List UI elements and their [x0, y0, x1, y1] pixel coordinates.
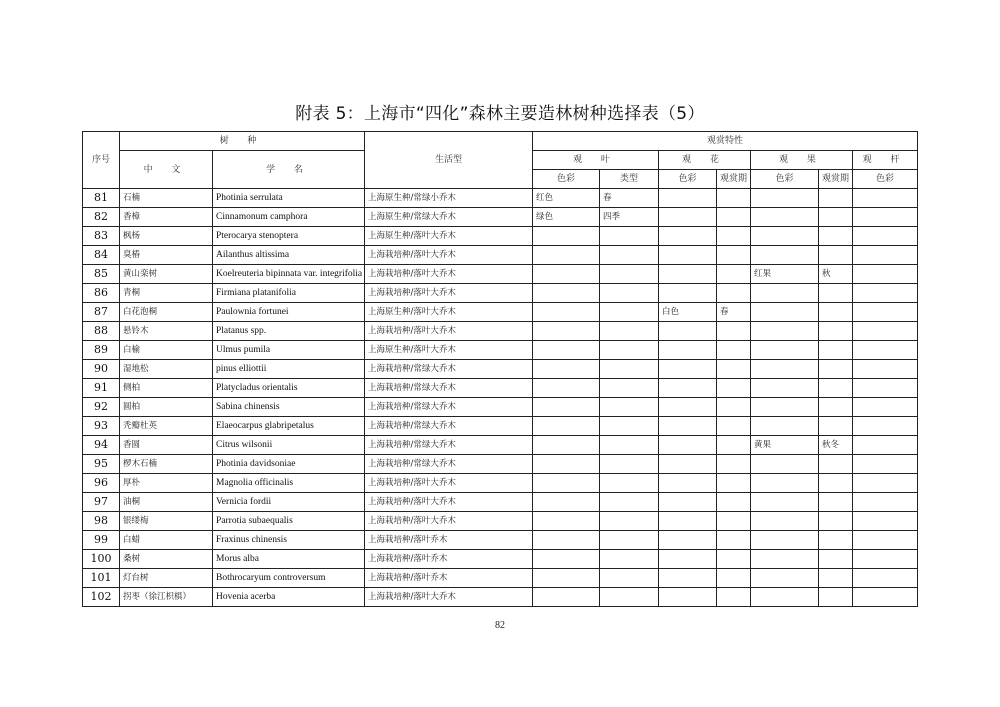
cell-fruit-color	[751, 512, 819, 531]
cell-flower-color	[659, 341, 717, 360]
cell-fruit-color	[751, 246, 819, 265]
header-flower-period: 观赏期	[717, 170, 751, 189]
cell-fruit-period	[819, 512, 853, 531]
cell-fruit-period: 秋	[819, 265, 853, 284]
cell-fruit-period	[819, 398, 853, 417]
cell-row-number: 81	[83, 189, 120, 208]
cell-fruit-color	[751, 360, 819, 379]
header-chinese-name: 中 文	[120, 151, 213, 189]
cell-leaf-color	[533, 474, 600, 493]
cell-life-form: 上海栽培种/落叶大乔木	[365, 474, 533, 493]
cell-fruit-period	[819, 360, 853, 379]
cell-flower-color	[659, 436, 717, 455]
cell-fruit-period	[819, 208, 853, 227]
cell-flower-period	[717, 398, 751, 417]
header-leaf-color: 色彩	[533, 170, 600, 189]
cell-fruit-color	[751, 531, 819, 550]
cell-row-number: 99	[83, 531, 120, 550]
cell-life-form: 上海栽培种/常绿大乔木	[365, 417, 533, 436]
cell-fruit-color	[751, 322, 819, 341]
cell-chinese-name: 臭椿	[120, 246, 213, 265]
cell-flower-period	[717, 322, 751, 341]
cell-leaf-color	[533, 512, 600, 531]
tree-species-table	[82, 131, 918, 607]
cell-life-form: 上海栽培种/落叶大乔木	[365, 265, 533, 284]
cell-leaf-type	[600, 265, 659, 284]
cell-fruit-period	[819, 588, 853, 607]
header-stem-color: 色彩	[853, 170, 918, 189]
cell-flower-period	[717, 531, 751, 550]
cell-stem-color	[853, 512, 918, 531]
cell-chinese-name: 青桐	[120, 284, 213, 303]
cell-fruit-period	[819, 493, 853, 512]
table-row	[83, 398, 918, 417]
cell-flower-period	[717, 208, 751, 227]
cell-stem-color	[853, 588, 918, 607]
cell-leaf-color	[533, 455, 600, 474]
cell-fruit-color	[751, 588, 819, 607]
cell-stem-color	[853, 417, 918, 436]
cell-leaf-color	[533, 569, 600, 588]
cell-leaf-color	[533, 550, 600, 569]
cell-stem-color	[853, 550, 918, 569]
cell-fruit-period	[819, 474, 853, 493]
cell-flower-period	[717, 588, 751, 607]
cell-fruit-period	[819, 322, 853, 341]
table-row	[83, 512, 918, 531]
cell-fruit-period	[819, 284, 853, 303]
cell-stem-color	[853, 189, 918, 208]
table-row	[83, 474, 918, 493]
cell-flower-color	[659, 493, 717, 512]
cell-row-number: 85	[83, 265, 120, 284]
cell-scientific-name: Firmiana platanifolia	[213, 284, 365, 303]
cell-scientific-name: Sabina chinensis	[213, 398, 365, 417]
cell-flower-period: 春	[717, 303, 751, 322]
cell-stem-color	[853, 227, 918, 246]
cell-chinese-name: 白花泡桐	[120, 303, 213, 322]
header-scientific-name: 学 名	[213, 151, 365, 189]
cell-scientific-name: Koelreuteria bipinnata var. integrifolia	[213, 265, 365, 284]
cell-leaf-color	[533, 322, 600, 341]
cell-scientific-name: Photinia serrulata	[213, 189, 365, 208]
table-row	[83, 493, 918, 512]
cell-flower-period	[717, 341, 751, 360]
cell-leaf-type	[600, 588, 659, 607]
cell-flower-color	[659, 531, 717, 550]
cell-flower-color: 白色	[659, 303, 717, 322]
cell-row-number: 84	[83, 246, 120, 265]
table-row	[83, 246, 918, 265]
cell-fruit-period	[819, 379, 853, 398]
cell-leaf-type: 四季	[600, 208, 659, 227]
cell-leaf-type	[600, 474, 659, 493]
header-fruit-color: 色彩	[751, 170, 819, 189]
cell-flower-color	[659, 284, 717, 303]
cell-fruit-period	[819, 417, 853, 436]
cell-fruit-period	[819, 531, 853, 550]
table-row	[83, 588, 918, 607]
cell-leaf-color	[533, 417, 600, 436]
cell-leaf-color	[533, 227, 600, 246]
cell-leaf-color	[533, 360, 600, 379]
cell-scientific-name: Platanus spp.	[213, 322, 365, 341]
cell-leaf-color	[533, 493, 600, 512]
cell-leaf-color	[533, 303, 600, 322]
cell-scientific-name: Elaeocarpus glabripetalus	[213, 417, 365, 436]
cell-stem-color	[853, 303, 918, 322]
cell-flower-period	[717, 417, 751, 436]
cell-leaf-type	[600, 303, 659, 322]
cell-chinese-name: 湿地松	[120, 360, 213, 379]
cell-chinese-name: 白蜡	[120, 531, 213, 550]
table-row	[83, 417, 918, 436]
cell-fruit-color	[751, 284, 819, 303]
cell-scientific-name: Platycladus orientalis	[213, 379, 365, 398]
cell-life-form: 上海栽培种/常绿大乔木	[365, 455, 533, 474]
table-row	[83, 189, 918, 208]
cell-life-form: 上海原生种/常绿大乔木	[365, 208, 533, 227]
cell-leaf-color	[533, 379, 600, 398]
cell-chinese-name: 石楠	[120, 189, 213, 208]
cell-fruit-color	[751, 303, 819, 322]
header-flower-color: 色彩	[659, 170, 717, 189]
cell-fruit-color	[751, 379, 819, 398]
cell-leaf-type	[600, 550, 659, 569]
cell-fruit-color	[751, 417, 819, 436]
cell-flower-period	[717, 265, 751, 284]
cell-flower-color	[659, 455, 717, 474]
cell-scientific-name: pinus elliottii	[213, 360, 365, 379]
cell-flower-period	[717, 436, 751, 455]
cell-leaf-type	[600, 379, 659, 398]
table-row	[83, 531, 918, 550]
cell-row-number: 97	[83, 493, 120, 512]
cell-scientific-name: Paulownia fortunei	[213, 303, 365, 322]
cell-life-form: 上海栽培种/落叶大乔木	[365, 284, 533, 303]
cell-chinese-name: 侧柏	[120, 379, 213, 398]
cell-fruit-period: 秋冬	[819, 436, 853, 455]
cell-fruit-period	[819, 303, 853, 322]
cell-leaf-type	[600, 531, 659, 550]
table-row	[83, 322, 918, 341]
cell-flower-color	[659, 246, 717, 265]
cell-leaf-type	[600, 398, 659, 417]
cell-row-number: 94	[83, 436, 120, 455]
cell-scientific-name: Bothrocaryum controversum	[213, 569, 365, 588]
cell-life-form: 上海栽培种/落叶大乔木	[365, 512, 533, 531]
header-leaf-group: 观 叶	[533, 151, 659, 170]
cell-flower-color	[659, 208, 717, 227]
table-row	[83, 265, 918, 284]
cell-flower-color	[659, 227, 717, 246]
cell-flower-period	[717, 246, 751, 265]
cell-life-form: 上海栽培种/常绿大乔木	[365, 436, 533, 455]
cell-scientific-name: Ailanthus altissima	[213, 246, 365, 265]
page-title: 附表 5：上海市“四化”森林主要造林树种选择表（5）	[295, 104, 705, 124]
table-row	[83, 379, 918, 398]
cell-row-number: 90	[83, 360, 120, 379]
header-fruit-group: 观 果	[751, 151, 853, 170]
cell-stem-color	[853, 569, 918, 588]
cell-row-number: 92	[83, 398, 120, 417]
cell-fruit-period	[819, 227, 853, 246]
cell-life-form: 上海栽培种/落叶大乔木	[365, 493, 533, 512]
cell-scientific-name: Morus alba	[213, 550, 365, 569]
header-species-group: 树 种	[120, 132, 365, 151]
cell-chinese-name: 拐枣（徐江枳椇）	[120, 588, 213, 607]
cell-flower-period	[717, 360, 751, 379]
cell-row-number: 93	[83, 417, 120, 436]
header-fruit-period: 观赏期	[819, 170, 853, 189]
cell-flower-color	[659, 550, 717, 569]
cell-stem-color	[853, 398, 918, 417]
cell-leaf-type	[600, 246, 659, 265]
cell-leaf-type	[600, 417, 659, 436]
cell-flower-period	[717, 512, 751, 531]
cell-fruit-color	[751, 569, 819, 588]
cell-row-number: 89	[83, 341, 120, 360]
cell-leaf-type	[600, 493, 659, 512]
cell-scientific-name: Fraxinus chinensis	[213, 531, 365, 550]
cell-row-number: 83	[83, 227, 120, 246]
cell-stem-color	[853, 474, 918, 493]
table-row	[83, 284, 918, 303]
table-row	[83, 227, 918, 246]
cell-life-form: 上海栽培种/落叶乔木	[365, 569, 533, 588]
cell-leaf-color	[533, 398, 600, 417]
cell-leaf-type	[600, 341, 659, 360]
cell-leaf-color: 绿色	[533, 208, 600, 227]
cell-stem-color	[853, 284, 918, 303]
cell-leaf-type	[600, 360, 659, 379]
cell-chinese-name: 黄山栾树	[120, 265, 213, 284]
cell-row-number: 96	[83, 474, 120, 493]
cell-chinese-name: 圆柏	[120, 398, 213, 417]
cell-flower-color	[659, 379, 717, 398]
page-number: 82	[495, 620, 505, 631]
cell-leaf-type	[600, 227, 659, 246]
cell-flower-color	[659, 474, 717, 493]
cell-stem-color	[853, 208, 918, 227]
cell-chinese-name: 桑树	[120, 550, 213, 569]
table-row	[83, 208, 918, 227]
table-row	[83, 569, 918, 588]
cell-chinese-name: 香圆	[120, 436, 213, 455]
cell-flower-color	[659, 512, 717, 531]
cell-flower-period	[717, 493, 751, 512]
cell-life-form: 上海原生种/常绿小乔木	[365, 189, 533, 208]
cell-leaf-color	[533, 284, 600, 303]
cell-stem-color	[853, 265, 918, 284]
cell-flower-period	[717, 569, 751, 588]
cell-row-number: 100	[83, 550, 120, 569]
cell-stem-color	[853, 436, 918, 455]
cell-fruit-period	[819, 550, 853, 569]
cell-leaf-type	[600, 322, 659, 341]
cell-flower-period	[717, 189, 751, 208]
cell-life-form: 上海栽培种/落叶大乔木	[365, 246, 533, 265]
table-row	[83, 303, 918, 322]
cell-flower-color	[659, 398, 717, 417]
cell-flower-color	[659, 417, 717, 436]
cell-scientific-name: Parrotia subaequalis	[213, 512, 365, 531]
cell-fruit-period	[819, 569, 853, 588]
cell-flower-period	[717, 455, 751, 474]
cell-life-form: 上海原生种/落叶大乔木	[365, 227, 533, 246]
cell-fruit-color	[751, 227, 819, 246]
cell-scientific-name: Magnolia officinalis	[213, 474, 365, 493]
header-seq: 序号	[83, 132, 120, 189]
cell-stem-color	[853, 379, 918, 398]
cell-fruit-color	[751, 474, 819, 493]
header-stem-group: 观 杆	[853, 151, 918, 170]
table-row	[83, 550, 918, 569]
cell-fruit-period	[819, 189, 853, 208]
cell-stem-color	[853, 360, 918, 379]
cell-life-form: 上海栽培种/常绿大乔木	[365, 360, 533, 379]
cell-life-form: 上海原生种/落叶大乔木	[365, 341, 533, 360]
cell-life-form: 上海原生种/落叶大乔木	[365, 303, 533, 322]
cell-life-form: 上海栽培种/常绿大乔木	[365, 379, 533, 398]
cell-life-form: 上海栽培种/落叶乔木	[365, 531, 533, 550]
cell-fruit-color	[751, 208, 819, 227]
cell-row-number: 91	[83, 379, 120, 398]
header-ornamental-features: 观赏特性	[533, 132, 918, 151]
cell-scientific-name: Photinia davidsoniae	[213, 455, 365, 474]
cell-fruit-color: 红果	[751, 265, 819, 284]
cell-chinese-name: 秃瓣杜英	[120, 417, 213, 436]
cell-fruit-period	[819, 455, 853, 474]
cell-leaf-type	[600, 455, 659, 474]
cell-chinese-name: 银缕梅	[120, 512, 213, 531]
cell-chinese-name: 油桐	[120, 493, 213, 512]
cell-leaf-color	[533, 246, 600, 265]
cell-fruit-color	[751, 550, 819, 569]
cell-row-number: 98	[83, 512, 120, 531]
cell-chinese-name: 厚朴	[120, 474, 213, 493]
cell-scientific-name: Ulmus pumila	[213, 341, 365, 360]
cell-leaf-type	[600, 512, 659, 531]
cell-row-number: 82	[83, 208, 120, 227]
cell-flower-color	[659, 322, 717, 341]
cell-flower-period	[717, 474, 751, 493]
cell-row-number: 102	[83, 588, 120, 607]
cell-row-number: 86	[83, 284, 120, 303]
cell-scientific-name: Hovenia acerba	[213, 588, 365, 607]
cell-flower-color	[659, 265, 717, 284]
cell-chinese-name: 灯台树	[120, 569, 213, 588]
cell-leaf-color	[533, 531, 600, 550]
cell-stem-color	[853, 531, 918, 550]
table-row	[83, 341, 918, 360]
cell-stem-color	[853, 455, 918, 474]
header-flower-group: 观 花	[659, 151, 751, 170]
cell-life-form: 上海栽培种/落叶乔木	[365, 550, 533, 569]
header-leaf-type: 类型	[600, 170, 659, 189]
cell-fruit-color	[751, 189, 819, 208]
cell-chinese-name: 悬铃木	[120, 322, 213, 341]
cell-flower-color	[659, 588, 717, 607]
cell-leaf-type	[600, 569, 659, 588]
cell-chinese-name: 枫杨	[120, 227, 213, 246]
cell-scientific-name: Pterocarya stenoptera	[213, 227, 365, 246]
table-row	[83, 436, 918, 455]
cell-scientific-name: Citrus wilsonii	[213, 436, 365, 455]
cell-flower-period	[717, 227, 751, 246]
cell-chinese-name: 椤木石楠	[120, 455, 213, 474]
cell-fruit-period	[819, 246, 853, 265]
cell-flower-color	[659, 569, 717, 588]
cell-leaf-color	[533, 588, 600, 607]
cell-stem-color	[853, 246, 918, 265]
cell-flower-color	[659, 360, 717, 379]
cell-fruit-color	[751, 398, 819, 417]
cell-flower-period	[717, 284, 751, 303]
cell-flower-period	[717, 379, 751, 398]
cell-row-number: 87	[83, 303, 120, 322]
cell-flower-period	[717, 550, 751, 569]
cell-stem-color	[853, 341, 918, 360]
table-row	[83, 455, 918, 474]
cell-chinese-name: 白榆	[120, 341, 213, 360]
cell-stem-color	[853, 493, 918, 512]
cell-leaf-color	[533, 436, 600, 455]
cell-row-number: 101	[83, 569, 120, 588]
cell-row-number: 95	[83, 455, 120, 474]
cell-leaf-type	[600, 284, 659, 303]
cell-leaf-color	[533, 265, 600, 284]
cell-leaf-type: 春	[600, 189, 659, 208]
cell-scientific-name: Vernicia fordii	[213, 493, 365, 512]
cell-life-form: 上海栽培种/常绿大乔木	[365, 398, 533, 417]
cell-fruit-period	[819, 341, 853, 360]
cell-chinese-name: 香樟	[120, 208, 213, 227]
cell-leaf-color	[533, 341, 600, 360]
cell-stem-color	[853, 322, 918, 341]
cell-fruit-color	[751, 455, 819, 474]
cell-fruit-color	[751, 341, 819, 360]
cell-row-number: 88	[83, 322, 120, 341]
cell-flower-color	[659, 189, 717, 208]
cell-fruit-color: 黄果	[751, 436, 819, 455]
cell-leaf-type	[600, 436, 659, 455]
cell-life-form: 上海栽培种/落叶大乔木	[365, 588, 533, 607]
header-life-form: 生活型	[365, 132, 533, 189]
cell-scientific-name: Cinnamonum camphora	[213, 208, 365, 227]
cell-leaf-color: 红色	[533, 189, 600, 208]
table-row	[83, 360, 918, 379]
cell-life-form: 上海栽培种/落叶大乔木	[365, 322, 533, 341]
cell-fruit-color	[751, 493, 819, 512]
